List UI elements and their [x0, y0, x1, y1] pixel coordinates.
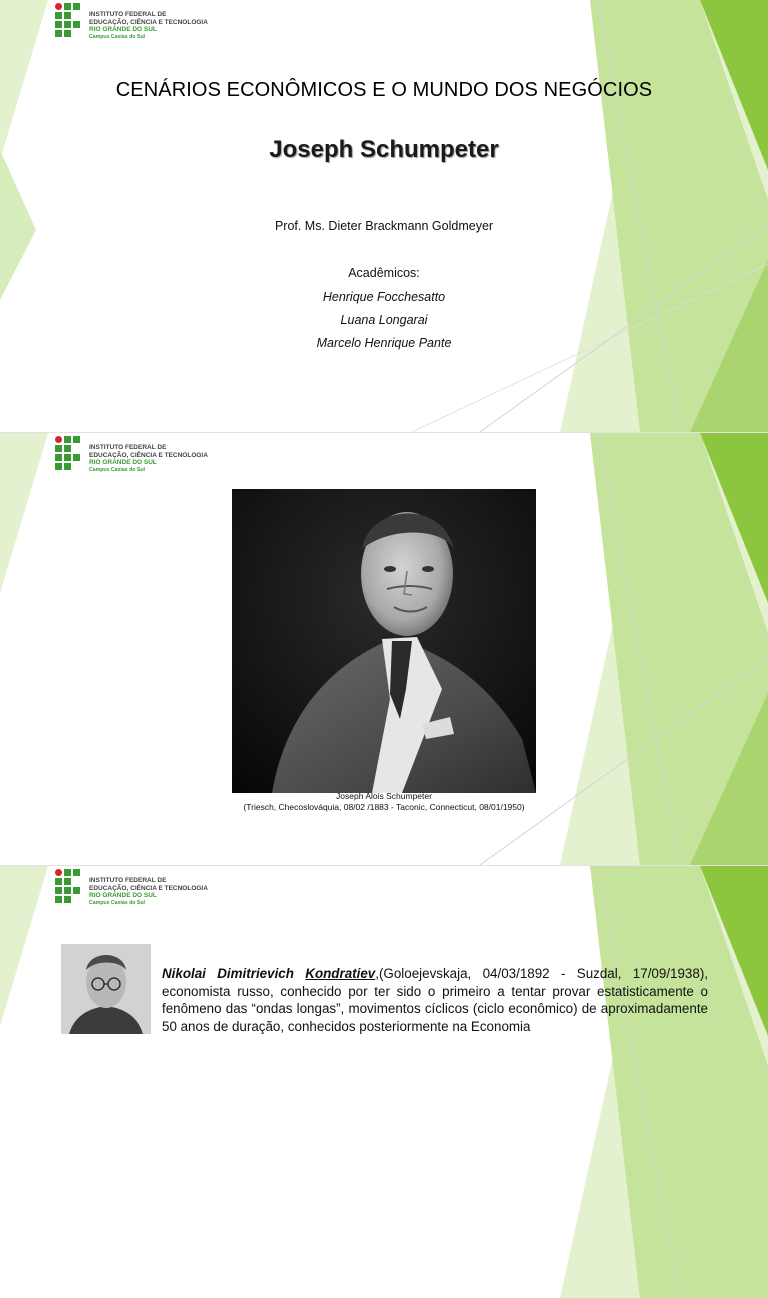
schumpeter-portrait-photo	[232, 489, 536, 793]
kondratiev-paragraph	[162, 965, 708, 1035]
professor-name: Prof. Ms. Dieter Brackmann Goldmeyer	[274, 219, 494, 233]
logo-line-2: EDUCAÇÃO, CIÊNCIA E TECNOLOGIA	[89, 451, 208, 459]
green-triangle-decoration	[0, 866, 768, 1298]
person-surname: Kondratiev	[305, 966, 376, 981]
students-list	[0, 290, 768, 359]
student-name: Marcelo Henrique Pante	[316, 336, 452, 350]
logo-line-1: INSTITUTO FEDERAL DE	[89, 444, 167, 451]
biography-text: ,(Goloejevskaja, 04/03/1892 - Suzdal, 17/09/1938), economista russo, conhecido por ter sido o primeiro a tentar provar estatisticamente o fenômeno das “ondas longas”, movimentos cíclicos (ciclo econômico) de aproximadamente 50 anos de duração, conhecidos posteriormente na Economia	[162, 966, 709, 1034]
logo-line-2: EDUCAÇÃO, CIÊNCIA E TECNOLOGIA	[89, 18, 208, 26]
logo-line-1: INSTITUTO FEDERAL DE	[89, 877, 167, 884]
logo-mark-icon	[55, 3, 85, 43]
green-triangle-decoration	[0, 0, 768, 432]
caption-name: Joseph Alois Schumpeter	[336, 791, 432, 801]
logo-line-3: RIO GRANDE DO SUL	[89, 26, 157, 34]
logo-line-1: INSTITUTO FEDERAL DE	[89, 11, 167, 18]
logo-line-4: Campus Caxias do Sul	[89, 33, 145, 40]
logo-mark-icon	[55, 869, 85, 909]
kondratiev-slide	[0, 866, 768, 1034]
slide-subject: Joseph Schumpeter	[269, 136, 499, 163]
portrait-caption	[0, 791, 768, 812]
student-name: Henrique Focchesatto	[322, 290, 446, 304]
portrait-slide	[0, 433, 768, 865]
logo-line-4: Campus Caxias do Sul	[89, 466, 145, 473]
student-name: Luana Longarai	[340, 313, 428, 327]
caption-dates: (Triesch, Checoslováquia, 08/02 /1883 - Taconic, Connecticut, 08/01/1950)	[243, 801, 525, 812]
kondratiev-portrait-photo	[61, 944, 151, 1034]
logo-line-2: EDUCAÇÃO, CIÊNCIA E TECNOLOGIA	[89, 884, 208, 892]
ifrs-logo	[55, 869, 208, 909]
logo-mark-icon	[55, 436, 85, 476]
slide-title: CENÁRIOS ECONÔMICOS E O MUNDO DOS NEGÓCIOS	[115, 79, 653, 101]
ifrs-logo	[55, 3, 208, 43]
logo-line-3: RIO GRANDE DO SUL	[89, 892, 157, 900]
ifrs-logo	[55, 436, 208, 476]
logo-line-4: Campus Caxias do Sul	[89, 899, 145, 906]
logo-line-3: RIO GRANDE DO SUL	[89, 459, 157, 467]
person-name: Nikolai Dimitrievich	[162, 966, 306, 981]
students-label: Acadêmicos:	[348, 266, 420, 280]
title-slide	[0, 0, 768, 432]
